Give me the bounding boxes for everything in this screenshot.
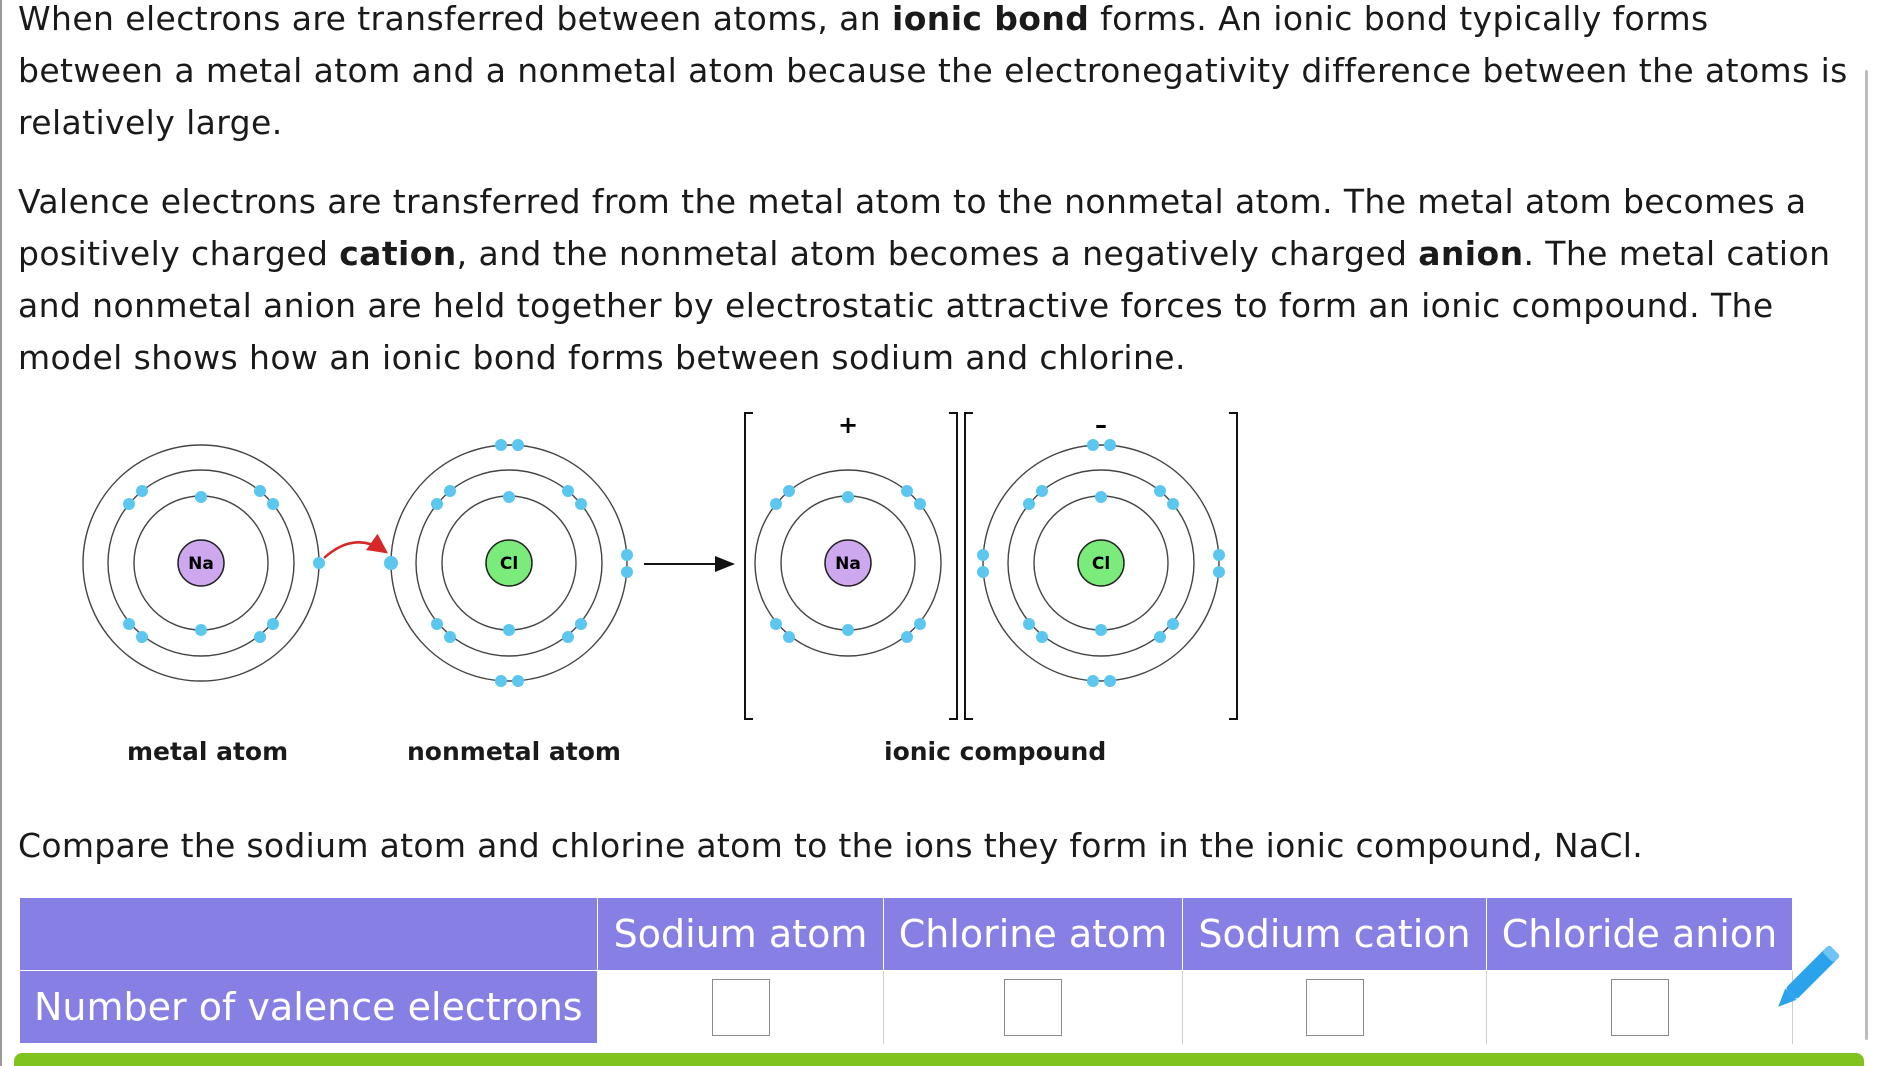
table-row — [20, 971, 1793, 1044]
term-cation: cation — [339, 234, 457, 273]
header-empty-cell — [20, 898, 598, 971]
sodium-cation — [755, 470, 941, 656]
chloride-anion-answer-cell — [1487, 971, 1793, 1044]
term-anion: anion — [1418, 234, 1524, 273]
nonmetal-atom-label: nonmetal atom — [407, 737, 621, 766]
valence-electron-table — [19, 897, 1793, 1044]
chloride-anion-answer-input[interactable] — [1611, 979, 1669, 1036]
cation-symbol: Na — [835, 554, 861, 574]
metal-atom-label: metal atom — [127, 737, 289, 766]
header-chlorine-atom: Chlorine atom — [884, 898, 1183, 971]
sodium-atom — [83, 445, 325, 681]
chlorine-atom-answer-cell — [884, 971, 1183, 1044]
second-paragraph: Valence electrons are transferred from the metal atom to the nonmetal atom. The metal atom becomes a positively charged cation, and the nonmetal atom becomes a negatively charged anion. The metal cation and nonmetal anion are held together by electrostatic attractive forces to form an ionic compound. The model shows how an ionic bond forms between sodium and chlorine. — [18, 182, 1831, 377]
chloride-anion — [977, 439, 1225, 687]
electron-transfer-arrow — [324, 542, 386, 558]
intro-paragraph: When electrons are transferred between atoms, an ionic bond forms. An ionic bond typically forms between a metal atom and a nonmetal atom because the electronegativity difference between the atoms is relatively large. — [18, 0, 1848, 142]
sodium-cation-answer-input[interactable] — [1306, 979, 1364, 1036]
sodium-atom-answer-cell — [598, 971, 884, 1044]
sodium-cation-answer-cell — [1183, 971, 1487, 1044]
anion-charge: – — [1095, 411, 1107, 439]
table-header-row — [20, 898, 1793, 971]
sodium-atom-answer-input[interactable] — [712, 979, 770, 1036]
term-ionic-bond: ionic bond — [892, 0, 1090, 38]
header-sodium-cation: Sodium cation — [1183, 898, 1487, 971]
sodium-symbol: Na — [188, 554, 214, 574]
pencil-icon[interactable] — [1770, 940, 1840, 1020]
ionic-compound-label: ionic compound — [884, 737, 1107, 766]
cation-charge: + — [837, 411, 859, 439]
chlorine-atom-answer-input[interactable] — [1004, 979, 1062, 1036]
question-text: Compare the sodium atom and chlorine atom to the ions they form in the ionic compound, NaCl. — [18, 826, 1643, 865]
footer-bar — [14, 1053, 1864, 1066]
row-label-valence-electrons: Number of valence electrons — [20, 971, 598, 1044]
header-chloride-anion: Chloride anion — [1487, 898, 1793, 971]
chlorine-atom — [384, 439, 633, 687]
anion-symbol: Cl — [1091, 554, 1111, 574]
chlorine-symbol: Cl — [499, 554, 519, 574]
ionic-bond-diagram — [0, 395, 1878, 735]
header-sodium-atom: Sodium atom — [598, 898, 884, 971]
